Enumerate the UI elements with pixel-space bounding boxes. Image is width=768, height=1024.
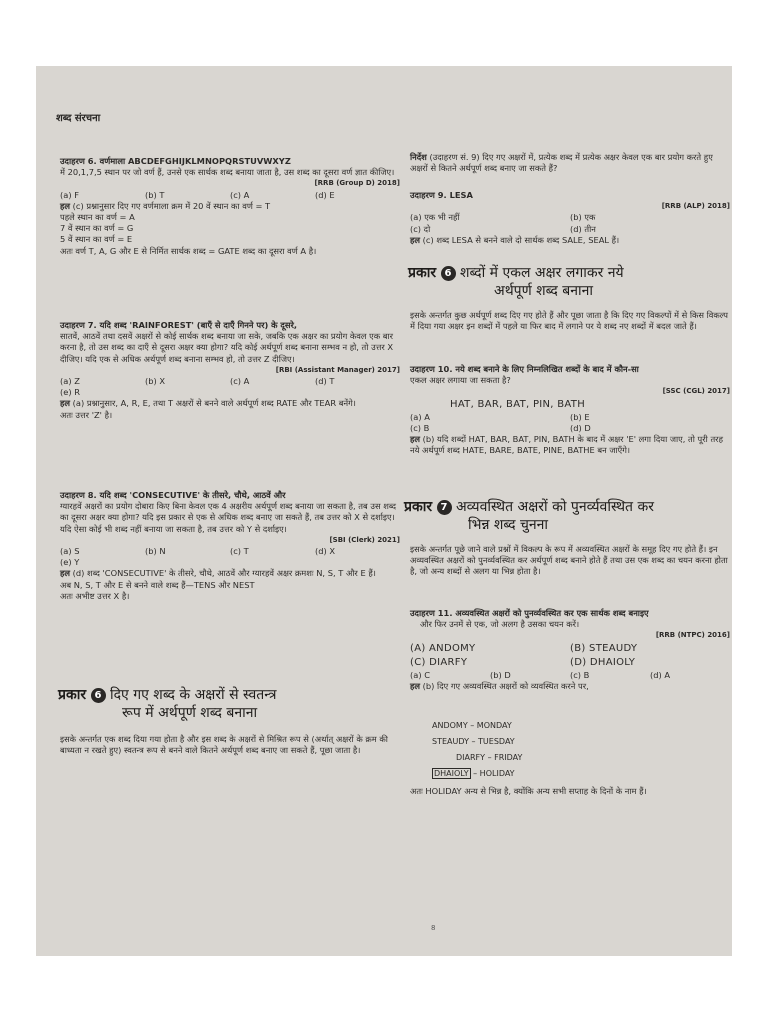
example-8-solution bbox=[60, 568, 400, 579]
type-body-text: इसके अन्तर्गत कुछ अर्थपूर्ण शब्द दिए गए होते हैं और पूछा जाता है कि दिए गए विकल्पों में से किस विकल्प में दिया गया अक्षर इन शब्दों में पहले या फिर बाद में लगाने पर ये शब्द नए शब्दों में बदल जाते हैं। bbox=[410, 310, 729, 332]
solution-step: पहले स्थान का वर्ण = A bbox=[60, 212, 135, 223]
example-6-solution bbox=[60, 201, 400, 212]
solution-step: 5 वें स्थान का वर्ण = E bbox=[60, 234, 133, 245]
type-body-text: इसके अन्तर्गत पूछे जाने वाले प्रश्नों में विकल्प के रूप में अव्यवस्थित अक्षरों के समूह दिए गए होते हैं। इन अव्यवस्थित अक्षरों को पुनर्व्यवस्थित कर अर्थपूर्ण शब्द बनाने होते हैं तथा उस एक शब्द का चयन करना होता है, जो अन्य शब्दों से अलग या भिन्न होता है। bbox=[410, 544, 728, 577]
type-number: 6 bbox=[91, 688, 106, 703]
example-7-body: सातवें, आठवें तथा दसवें अक्षरों से कोई सार्थक शब्द बनाया जा सके, जबकि एक अक्षर का प्रयोग केवल एक बार करना है, तो उस शब्द का दाएँ से दूसरा अक्षर क्या होगा? यदि कोई अर्थपूर्ण शब्द बनाना सम्भव न हो, तो उत्तर X दीजिए। यदि एक से अधिक अर्थपूर्ण शब्द बनाना सम्भव हो, तो उत्तर Z दीजिए। bbox=[60, 331, 394, 364]
example-7 bbox=[60, 320, 400, 421]
example-10-words: HAT, BAR, BAT, PIN, BATH bbox=[450, 398, 586, 410]
option: (a) F bbox=[60, 189, 79, 200]
option: (d) A bbox=[650, 669, 671, 680]
page-header: शब्द संरचना bbox=[56, 113, 101, 124]
example-8-source: [SBI (Clerk) 2021] bbox=[329, 535, 400, 544]
solution-label: हल bbox=[60, 200, 71, 211]
option: (c) T bbox=[230, 546, 249, 557]
solution-text: (a) प्रश्नानुसार, A, R, E, तथा T अक्षरों से बनने वाले अर्थपूर्ण शब्द RATE और TEAR बनेंगे। bbox=[72, 398, 356, 409]
example-7-options bbox=[60, 376, 400, 398]
page-number: 8 bbox=[431, 924, 436, 932]
example-10-title: उदाहरण 10. नये शब्द बनाने के लिए निम्नलिखित शब्दों के बाद में कौन-सा bbox=[410, 364, 639, 374]
example-10-options bbox=[410, 412, 730, 434]
option: (e) Y bbox=[60, 557, 80, 568]
solution-label: हल bbox=[60, 398, 71, 409]
solution-label: हल bbox=[410, 680, 421, 691]
option: (c) A bbox=[230, 376, 250, 387]
type-number: 7 bbox=[437, 500, 452, 515]
example-11-source: [RRB (NTPC) 2016] bbox=[655, 631, 730, 640]
solution-answer: अतः HOLIDAY अन्य से भिन्न है, क्योंकि अन्य सभी सप्ताह के दिनों के नाम हैं। bbox=[410, 786, 647, 796]
option: (b) N bbox=[145, 546, 166, 557]
solution-step: अतः वर्ण T, A, G और E से निर्मित सार्थक शब्द = GATE शब्द का दूसरा वर्ण A है। bbox=[60, 245, 317, 256]
option: (c) दो bbox=[410, 223, 431, 234]
type-6-body bbox=[60, 734, 400, 756]
option: (e) R bbox=[60, 387, 80, 398]
example-10-solution bbox=[410, 434, 730, 456]
word-pair: ANDOMY – MONDAY bbox=[432, 721, 512, 730]
choice: (C) DIARFY bbox=[410, 656, 468, 668]
direction bbox=[410, 152, 730, 174]
example-9-source: [RRB (ALP) 2018] bbox=[661, 202, 730, 211]
option: (a) Z bbox=[60, 376, 80, 387]
option: (a) S bbox=[60, 546, 80, 557]
option: (b) T bbox=[145, 189, 165, 200]
example-11-solution bbox=[410, 681, 730, 692]
scanned-page bbox=[36, 66, 732, 956]
example-9-title: उदाहरण 9. LESA bbox=[410, 190, 473, 200]
option: (b) एक bbox=[570, 212, 596, 223]
example-11-choices bbox=[410, 642, 730, 670]
type-title-line1: दिए गए शब्द के अक्षरों से स्वतन्त्र bbox=[109, 687, 277, 703]
type-title-line2: अर्थपूर्ण शब्द बनाना bbox=[494, 283, 594, 299]
option: (b) E bbox=[570, 411, 590, 422]
type-title-line2: रूप में अर्थपूर्ण शब्द बनाना bbox=[122, 705, 258, 721]
example-6-title: उदाहरण 6. वर्णमाला ABCDEFGHIJKLMNOPQRSTUVWXYZ bbox=[60, 156, 291, 166]
example-11-options bbox=[410, 670, 730, 681]
solution-step: 7 वें स्थान का वर्ण = G bbox=[60, 223, 134, 234]
example-8 bbox=[60, 490, 400, 602]
boxed-rest: – HOLIDAY bbox=[473, 769, 515, 778]
example-10-body: एकल अक्षर लगाया जा सकता है? bbox=[410, 375, 511, 386]
example-7-source: [RBI (Assistant Manager) 2017] bbox=[275, 365, 400, 374]
solution-answer: अतः उत्तर 'Z' है। bbox=[60, 409, 113, 420]
example-10 bbox=[410, 364, 730, 456]
solution-label: हल bbox=[410, 234, 421, 245]
example-9-solution bbox=[410, 235, 730, 246]
type-label: प्रकार bbox=[404, 499, 433, 515]
solution-text: (b) यदि शब्दों HAT, BAR, BAT, PIN, BATH के बाद में अक्षर 'E' लगा दिया जाए, तो पूरी तरह नये अर्थपूर्ण शब्द HATE, BARE, BATE, PINE, BATHE बन जाएँगे। bbox=[410, 434, 723, 456]
option: (d) X bbox=[315, 546, 336, 557]
option: (b) X bbox=[145, 376, 166, 387]
example-6-options bbox=[60, 190, 400, 201]
choice: (D) DHAIOLY bbox=[570, 656, 636, 668]
example-8-options bbox=[60, 546, 400, 568]
example-9-options bbox=[410, 212, 730, 234]
option: (c) B bbox=[410, 422, 430, 433]
word-pair-boxed bbox=[432, 766, 692, 782]
direction-text bbox=[410, 152, 730, 174]
direction-label: निर्देश bbox=[410, 152, 427, 162]
type-title-line1: अव्यवस्थित अक्षरों को पुनर्व्यवस्थित कर bbox=[455, 499, 654, 515]
option: (d) E bbox=[315, 189, 335, 200]
option: (d) D bbox=[570, 422, 591, 433]
example-9 bbox=[410, 190, 730, 246]
example-11-body: और फिर उनमें से एक, जो अलग है उसका चयन करें। bbox=[420, 619, 580, 630]
option: (c) B bbox=[570, 669, 590, 680]
type-7-heading bbox=[404, 498, 730, 534]
solution-label: हल bbox=[60, 568, 71, 579]
option: (d) तीन bbox=[570, 223, 596, 234]
type-6b-heading bbox=[408, 264, 732, 300]
example-11 bbox=[410, 608, 730, 692]
type-title-line2: भिन्न शब्द चुनना bbox=[468, 517, 549, 533]
type-label: प्रकार bbox=[408, 265, 437, 281]
type-number: 6 bbox=[441, 266, 456, 281]
example-6-body: में 20,1,7,5 स्थान पर जो वर्ण हैं, उनसे एक सार्थक शब्द बनाया जाता है, उस शब्द का दूसरा वर्ण ज्ञात कीजिए। bbox=[60, 167, 395, 178]
example-11-title: उदाहरण 11. अव्यवस्थित अक्षरों को पुनर्व्यवस्थित कर एक सार्थक शब्द बनाइए bbox=[410, 608, 649, 618]
solution-text: (d) शब्द 'CONSECUTIVE' के तीसरे, चौथे, आठवें और ग्यारहवें अक्षर क्रमशः N, S, T और E हैं। bbox=[72, 568, 376, 579]
example-8-title: उदाहरण 8. यदि शब्द 'CONSECUTIVE' के तीसरे, चौथे, आठवें और bbox=[60, 490, 286, 500]
example-8-body: ग्यारहवें अक्षरों का प्रयोग दोबारा किए बिना केवल एक 4 अक्षरीय अर्थपूर्ण शब्द बनाया जा सकता है, तब उस शब्द का दूसरा अक्षर क्या होगा? यदि इस प्रकार से एक से अधिक शब्द बनाए जा सकते हैं, तब उत्तर को X से दर्शाइए। यदि ऐसा कोई भी शब्द नहीं बनाया जा सकता है, तब उत्तर को Y से दर्शाइए। bbox=[60, 501, 396, 534]
example-7-title: उदाहरण 7. यदि शब्द 'RAINFOREST' (बाएँ से दाएँ गिनने पर) के दूसरे, bbox=[60, 320, 297, 330]
example-6 bbox=[60, 156, 400, 257]
solution-answer: अतः अभीष्ट उत्तर X है। bbox=[60, 590, 130, 601]
example-7-solution bbox=[60, 398, 400, 409]
word-pair: DIARFY – FRIDAY bbox=[456, 753, 523, 762]
choice: (B) STEAUDY bbox=[570, 642, 638, 654]
option: (c) A bbox=[230, 189, 250, 200]
example-10-source: [SSC (CGL) 2017] bbox=[662, 387, 730, 396]
solution-text: (b) दिए गए अव्यवस्थित अक्षरों को व्यवस्थित करने पर, bbox=[422, 680, 589, 691]
type-label: प्रकार bbox=[58, 687, 87, 703]
solution-text: (c) प्रश्नानुसार दिए गए वर्णमाला क्रम में 20 वें स्थान का वर्ण = T bbox=[72, 200, 271, 211]
type-6-heading bbox=[58, 686, 398, 722]
option: (a) C bbox=[410, 669, 430, 680]
word-pair: STEAUDY – TUESDAY bbox=[432, 737, 515, 746]
option: (a) A bbox=[410, 411, 430, 422]
type-body-text: इसके अन्तर्गत एक शब्द दिया गया होता है और इस शब्द के अक्षरों से मिश्रित रूप से (अर्थात् अक्षरों के क्रम की बाध्यता न रखते हुए) स्वतन्त्र रूप से बनने वाले कितने अर्थपूर्ण शब्द बनाए जा सकते हैं, पूछा जाता है। bbox=[60, 734, 388, 756]
direction-body: (उदाहरण सं. 9) दिए गए अक्षरों में, प्रत्येक शब्द में प्रत्येक अक्षर केवल एक बार प्रयोग करते हुए अक्षरों से कितने अर्थपूर्ण शब्द बनाए जा सकते हैं? bbox=[410, 152, 713, 174]
option: (d) T bbox=[315, 376, 335, 387]
type-6b-body bbox=[410, 310, 730, 332]
solution-step: अब N, S, T और E से बनने वाले शब्द हैं—TENS और NEST bbox=[60, 579, 255, 590]
solution-label: हल bbox=[410, 434, 421, 445]
example-11-pairs bbox=[432, 718, 692, 782]
solution-text: (c) शब्द LESA से बनने वाले दो सार्थक शब्द SALE, SEAL हैं। bbox=[422, 234, 620, 245]
option: (b) D bbox=[490, 669, 511, 680]
type-7-body bbox=[410, 544, 730, 578]
type-title-line1: शब्दों में एकल अक्षर लगाकर नये bbox=[459, 265, 624, 281]
option: (a) एक भी नहीं bbox=[410, 212, 460, 223]
choice: (A) ANDOMY bbox=[410, 642, 476, 654]
example-6-source: [RRB (Group D) 2018] bbox=[314, 179, 400, 188]
boxed-word: DHAIOLY bbox=[434, 769, 469, 778]
example-11-answer bbox=[410, 786, 730, 797]
